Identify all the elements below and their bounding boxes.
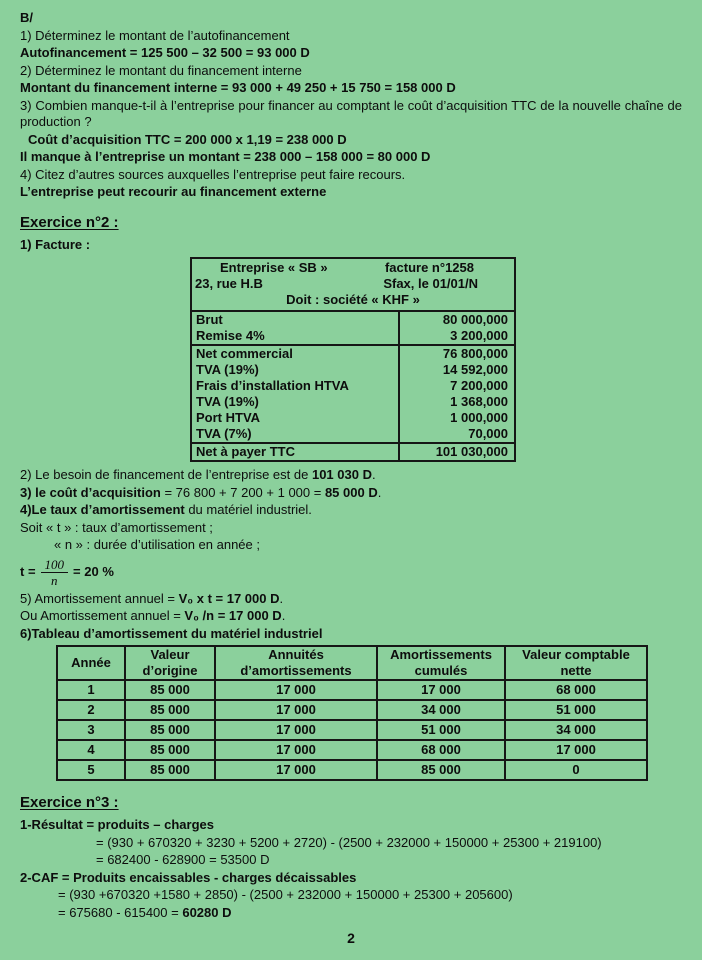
answer-besoin-period: . <box>371 467 376 482</box>
invoice-total-amount: 101 030,000 <box>435 444 508 459</box>
formula-lhs: t = <box>20 564 36 580</box>
invoice-header <box>192 259 514 312</box>
answer-3a: Coût d’acquisition TTC = 200 000 x 1,19 = 238 000 D <box>28 131 347 147</box>
invoice-total-label: Net à payer TTC <box>192 444 400 460</box>
question-4: 4) Citez d’autres sources auxquelles l’entreprise peut faire recours. <box>20 166 406 182</box>
header-valeur-origine: Valeur d’origine <box>125 646 215 680</box>
table-cell: 17 000 <box>215 720 377 740</box>
invoice-place-date: Sfax, le 01/01/N <box>383 276 478 291</box>
header-amortissements-cumules: Amortissements cumulés <box>377 646 505 680</box>
fraction-denominator: n <box>51 573 58 589</box>
header-valeur-comptable: Valeur comptable nette <box>505 646 647 680</box>
answer-besoin-text: 2) Le besoin de financement de l’entreprise est de <box>20 467 312 482</box>
table-cell: 5 <box>57 760 125 780</box>
resultat-calc-1: = (930 + 670320 + 3230 + 5200 + 2720) - (2500 + 232000 + 150000 + 25300 + 219100) <box>96 834 602 850</box>
header-annee: Année <box>57 646 125 680</box>
answer-amort-text: 5) Amortissement annuel = <box>20 590 179 606</box>
question-1: 1) Déterminez le montant de l’autofinancement <box>20 27 290 43</box>
definition-t: Soit « t » : taux d’amortissement ; <box>20 519 213 535</box>
invoice-row-label: Net commercial <box>192 346 400 362</box>
answer-4: L’entreprise peut recourir au financement externe <box>20 184 327 199</box>
table-row <box>57 740 647 760</box>
answer-cout-label: 3) le coût d’acquisition <box>20 484 161 500</box>
table-cell: 17 000 <box>215 740 377 760</box>
invoice-row-label: TVA (19%) <box>192 362 400 378</box>
invoice-row <box>192 426 514 442</box>
invoice-company: Entreprise « SB » <box>220 260 328 275</box>
page-number: 2 <box>347 930 355 946</box>
table-cell: 85 000 <box>125 720 215 740</box>
table-cell: 17 000 <box>215 700 377 720</box>
table-row <box>57 680 647 700</box>
answer-amortissement-alt <box>20 608 682 625</box>
invoice-row <box>192 346 514 362</box>
answer-1: Autofinancement = 125 500 – 32 500 = 93 000 D <box>20 45 310 60</box>
answer-2: Montant du financement interne = 93 000 + 49 250 + 15 750 = 158 000 D <box>20 80 456 95</box>
invoice-row-amount: 3 200,000 <box>450 328 508 343</box>
table-cell: 34 000 <box>377 700 505 720</box>
invoice-row-label: TVA (7%) <box>192 426 400 442</box>
answer-besoin <box>20 467 682 484</box>
table-cell: 3 <box>57 720 125 740</box>
invoice-table <box>190 257 516 462</box>
table-cell: 51 000 <box>377 720 505 740</box>
exercise-2-heading: Exercice n°2 : <box>20 213 119 231</box>
table-row <box>57 720 647 740</box>
answer-amort-period: . <box>279 590 284 606</box>
invoice-row <box>192 362 514 378</box>
answer-taux <box>20 502 682 519</box>
table-cell: 34 000 <box>505 720 647 740</box>
resultat-line: 1-Résultat = produits – charges <box>20 817 214 833</box>
answer-amort-alt-text: Ou Amortissement annuel = <box>20 608 185 624</box>
invoice-row-amount: 7 200,000 <box>450 378 508 393</box>
table-cell: 51 000 <box>505 700 647 720</box>
table-cell: 85 000 <box>377 760 505 780</box>
caf-calc-2-value: 60280 D <box>182 904 232 920</box>
table-cell: 17 000 <box>215 680 377 700</box>
invoice-group-top <box>192 312 514 346</box>
answer-amort-value: V₀ x t = 17 000 D <box>178 590 280 606</box>
invoice-row-amount: 70,000 <box>468 426 508 441</box>
answer-amortissement <box>20 591 682 608</box>
answer-cout-period: . <box>377 484 382 500</box>
table-cell: 17 000 <box>505 740 647 760</box>
table-cell: 2 <box>57 700 125 720</box>
invoice-row-amount: 76 800,000 <box>442 346 508 361</box>
table-cell: 85 000 <box>125 760 215 780</box>
invoice-number: facture n°1258 <box>384 260 474 275</box>
table-cell: 0 <box>505 760 647 780</box>
table-cell: 17 000 <box>215 760 377 780</box>
invoice-row-amount: 1 368,000 <box>450 394 508 409</box>
answer-amort-alt-value: V₀ /n = 17 000 D <box>184 608 282 624</box>
fraction <box>41 558 69 588</box>
table-cell: 1 <box>57 680 125 700</box>
table-cell: 68 000 <box>377 740 505 760</box>
facture-label: 1) Facture : <box>20 236 91 252</box>
fraction-numerator: 100 <box>41 558 69 574</box>
amort-table-title: 6)Tableau d’amortissement du matériel industriel <box>20 625 323 641</box>
invoice-row-label: Port HTVA <box>192 410 400 426</box>
invoice-row-label: Frais d’installation HTVA <box>192 378 400 394</box>
table-row <box>57 760 647 780</box>
table-cell: 17 000 <box>377 680 505 700</box>
invoice-total-row <box>192 444 514 460</box>
section-b-label: B/ <box>20 10 33 25</box>
answer-taux-rest: du matériel industriel. <box>184 502 312 517</box>
invoice-row <box>192 312 514 328</box>
invoice-row-label: Brut <box>192 312 400 328</box>
definition-n: « n » : durée d’utilisation en année ; <box>54 537 260 552</box>
invoice-row <box>192 394 514 410</box>
answer-3b: Il manque à l’entreprise un montant = 238 000 – 158 000 = 80 000 D <box>20 149 431 164</box>
invoice-row <box>192 410 514 426</box>
caf-calc-2 <box>58 905 682 922</box>
answer-amort-alt-period: . <box>281 608 286 624</box>
answer-cout-calc: = 76 800 + 7 200 + 1 000 = <box>160 484 325 500</box>
table-cell: 85 000 <box>125 740 215 760</box>
caf-line: 2-CAF = Produits encaissables - charges décaissables <box>20 869 357 885</box>
invoice-group-mid <box>192 346 514 444</box>
table-cell: 68 000 <box>505 680 647 700</box>
amortization-table <box>56 645 648 781</box>
caf-calc-2-text: = 675680 - 615400 = <box>58 904 183 920</box>
table-cell: 4 <box>57 740 125 760</box>
invoice-row-amount: 80 000,000 <box>442 312 508 327</box>
question-3: 3) Combien manque-t-il à l’entreprise pour financer au comptant le coût d’acquisition TTC de la nouvelle chaîne de production ? <box>20 97 682 129</box>
invoice-row-label: Remise 4% <box>192 328 400 344</box>
invoice-row-amount: 1 000,000 <box>450 410 508 425</box>
rate-formula <box>20 558 682 588</box>
answer-cout <box>20 485 682 502</box>
invoice-row <box>192 328 514 344</box>
table-header-row <box>57 646 647 680</box>
question-2: 2) Déterminez le montant du financement interne <box>20 62 302 78</box>
header-annuites: Annuités d’amortissements <box>215 646 377 680</box>
invoice-address: 23, rue H.B <box>195 276 263 291</box>
answer-besoin-value: 101 030 D <box>311 467 372 482</box>
formula-rhs: = 20 % <box>73 564 114 580</box>
invoice-doit: Doit : société « KHF » <box>286 292 420 307</box>
table-cell: 85 000 <box>125 700 215 720</box>
invoice-row-label: TVA (19%) <box>192 394 400 410</box>
table-cell: 85 000 <box>125 680 215 700</box>
invoice-row-amount: 14 592,000 <box>442 362 508 377</box>
answer-cout-value: 85 000 D <box>324 484 378 500</box>
resultat-calc-2: = 682400 - 628900 = 53500 D <box>96 852 270 868</box>
table-row <box>57 700 647 720</box>
section-b <box>20 10 682 201</box>
invoice-row <box>192 378 514 394</box>
exercise-3-heading: Exercice n°3 : <box>20 794 119 812</box>
caf-calc-1: = (930 +670320 +1580 + 2850) - (2500 + 232000 + 150000 + 25300 + 205600) <box>58 887 513 903</box>
answer-taux-label: 4)Le taux d’amortissement <box>20 502 185 517</box>
